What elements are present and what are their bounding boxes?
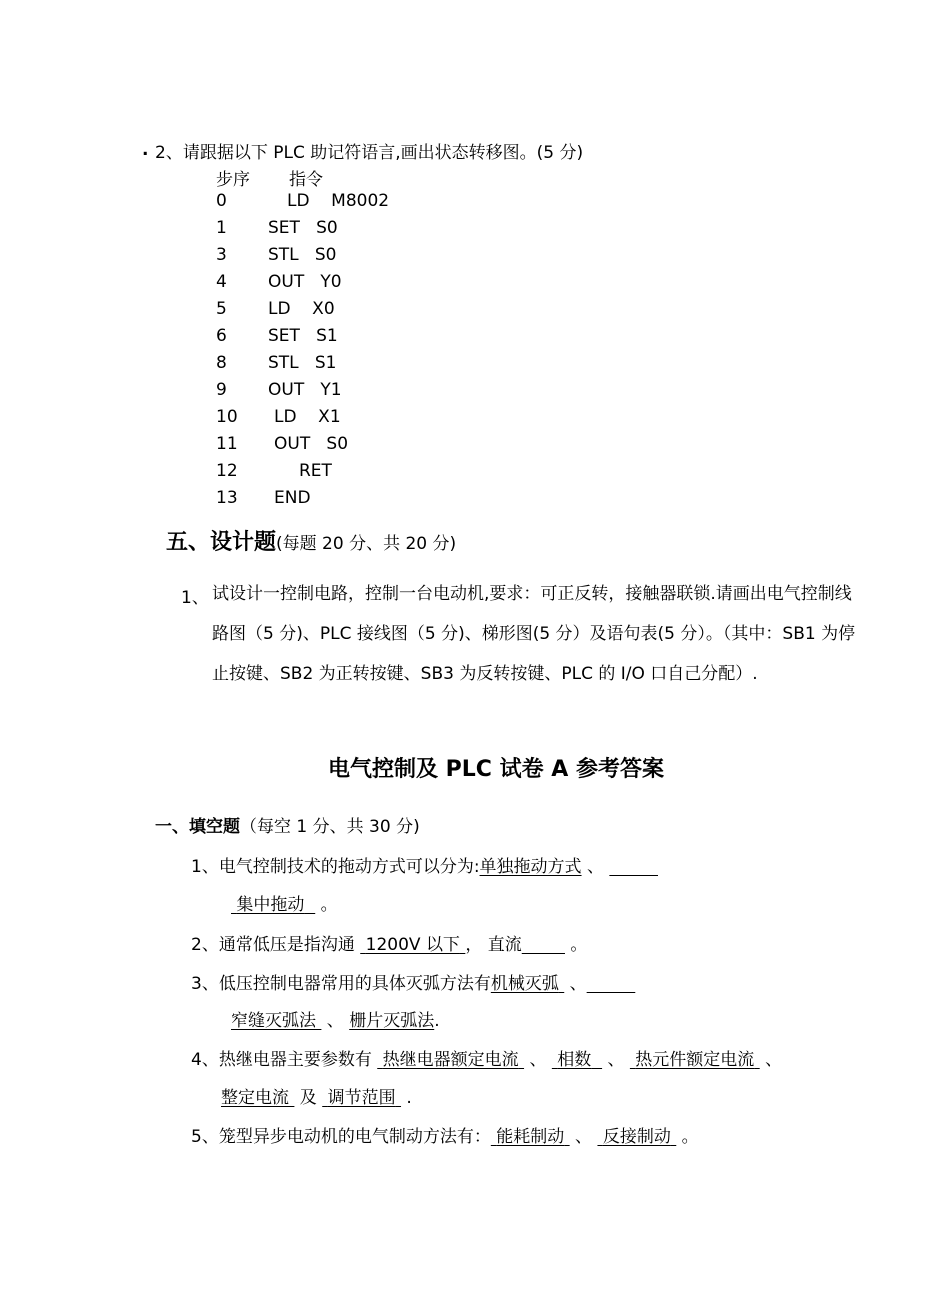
answer-5-prefix: 5、笼型异步电动机的电气制动方法有： [191,1127,491,1147]
answer-2-blank-1: 1200V 以下 [365,935,460,955]
section-5-heading: 五、设计题 [166,530,277,555]
instruction-step: 3 [216,245,227,265]
instruction-step: 8 [216,353,227,373]
period: 。 [320,895,338,915]
answer-3-blank-1: 机械灭弧 [490,974,559,994]
answer-1-line-2 [231,890,338,915]
answer-2-blank-2 [522,935,565,955]
instruction-text: RET [299,461,332,481]
answer-4-prefix: 4、热继电器主要参数有 [191,1050,378,1070]
instruction-text: OUT Y1 [268,380,342,400]
instruction-text: OUT Y0 [268,272,342,292]
question-1-text: 试设计一控制电路，控制一台电动机,要求：可正反转，接触器联锁.请画出电气控制线路图（5 分)、PLC 接线图（5 分)、梯形图(5 分）及语句表(5 分）。（其中：SB1 为停止按键、SB2 为正转按键、SB3 为反转按键、PLC 的 I/O 口自己分配）. [212,584,856,684]
answer-2-mid: ， 直流 [465,935,522,955]
answer-4-blank-5: 调节范围 [327,1088,396,1108]
instruction-step: 6 [216,326,227,346]
q1-number: 1、 [181,588,209,608]
answer-1-trailing-blank [609,857,658,877]
answer-2-prefix: 2、通常低压是指沟通 [191,935,361,955]
instruction-step: 11 [216,434,238,454]
answer-5-blank-1: 能耗制动 [496,1127,565,1147]
answer-5-line: 5、笼型异步电动机的电气制动方法有： 能耗制动 、 反接制动 。 [191,1127,699,1147]
instruction-text: END [274,488,311,508]
instruction-step: 12 [216,461,238,481]
instruction-step: 13 [216,488,238,508]
section-1-heading: 一、填空题 [155,817,240,837]
instruction-step: 0 [216,191,227,211]
answer-3-trailing-blank [587,974,636,994]
instruction-step: 5 [216,299,227,319]
answer-4-blank-1: 热继电器额定电流 [382,1050,519,1070]
bullet-dot: . [142,140,149,160]
answer-title: 电气控制及 PLC 试卷 A 参考答案 [328,757,664,782]
col-header-step: 步序 [216,170,250,190]
instruction-step: 4 [216,272,227,292]
answer-4-blank-3: 热元件额定电流 [635,1050,755,1070]
instruction-text: STL S1 [268,353,337,373]
instruction-step: 10 [216,407,238,427]
answer-1-line-1 [191,852,658,877]
instruction-text: LD M8002 [287,191,390,211]
answer-1-sep: 、 [581,857,604,877]
answer-4-line-2: 整定电流 及 调节范围 . [221,1088,412,1108]
section-5-heading-line [166,525,456,556]
answer-3-line-2: 窄缝灭弧法 、 栅片灭弧法. [231,1011,440,1031]
answer-1-blank-1: 单独拖动方式 [479,857,582,877]
section-1-heading-line [155,812,420,837]
instruction-text: LD X0 [268,299,335,319]
answer-4-and: 及 [294,1088,323,1108]
instruction-text: LD X1 [274,407,341,427]
answer-4-line-1: 4、热继电器主要参数有 热继电器额定电流 、 相数 、 热元件额定电流 、 [191,1050,783,1070]
answer-3-line-1: 3、低压控制电器常用的具体灭弧方法有机械灭弧 、 [191,969,635,994]
col-header-instr: 指令 [289,170,323,190]
section-5-note: (每题 20 分、共 20 分) [276,534,457,554]
answer-4-blank-2: 相数 [557,1050,592,1070]
answer-5-blank-2: 反接制动 [602,1127,671,1147]
section-1-note: （每空 1 分、共 30 分) [240,817,420,837]
section-5-question-1 [212,574,857,694]
answer-2-line: 2、通常低压是指沟通 1200V 以下 ， 直流 。 [191,935,588,955]
instruction-text: OUT S0 [274,434,349,454]
instruction-step: 9 [216,380,227,400]
instruction-text: STL S0 [268,245,337,265]
instruction-step: 1 [216,218,227,238]
answer-3-prefix: 3、低压控制电器常用的具体灭弧方法有 [191,974,491,994]
answer-1-blank-2: 集中拖动 [236,895,305,915]
answer-3-blank-2: 窄缝灭弧法 [231,1011,316,1031]
answer-4-blank-4: 整定电流 [221,1088,289,1108]
answer-3-blank-3: 栅片灭弧法 [349,1011,435,1031]
question-2-text: 2、请跟据以下 PLC 助记符语言,画出状态转移图。(5 分) [155,143,584,163]
answer-1-prefix: 1、电气控制技术的拖动方式可以分为: [191,857,480,877]
instruction-text: SET S1 [268,326,338,346]
instruction-text: SET S0 [268,218,338,238]
